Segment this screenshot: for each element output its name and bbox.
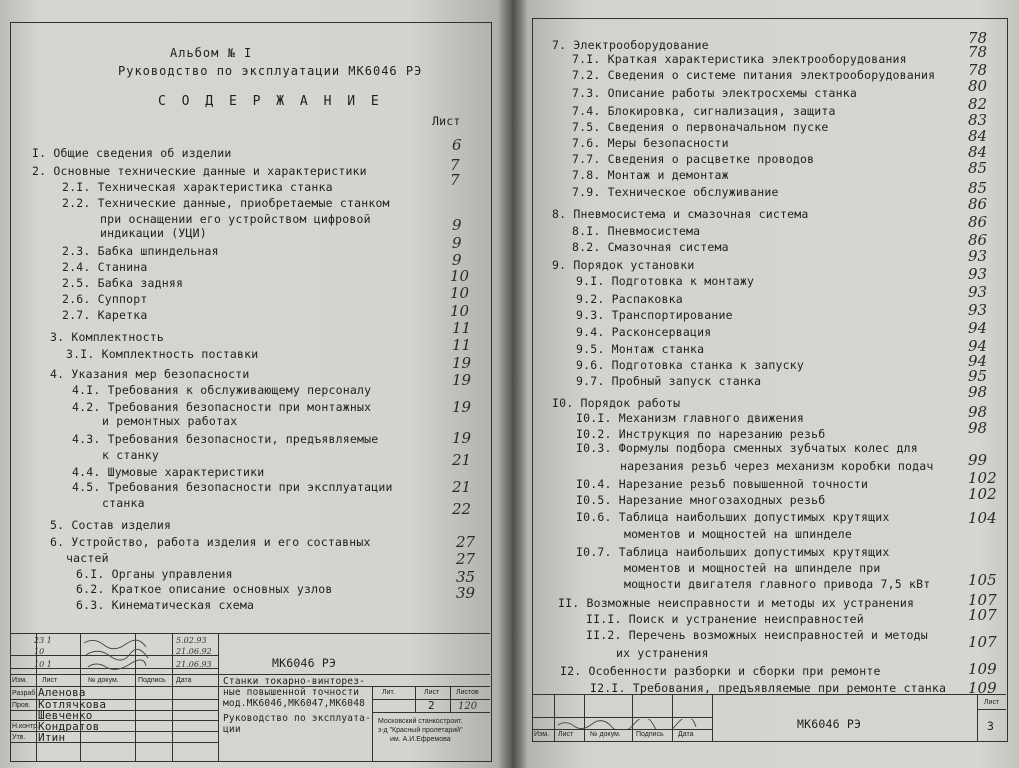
contents-entry: 2.I. Техническая характеристика станка	[62, 180, 333, 194]
contents-page-number: 19	[452, 371, 472, 389]
contents-page-number: 21	[452, 451, 472, 469]
contents-entry: моментов и мощностей на шпинделе при	[624, 561, 881, 575]
product-line-2: ные повышенной точности	[223, 687, 360, 698]
contents-page-number: 27	[456, 533, 476, 551]
contents-page-number: 107	[968, 606, 997, 624]
contents-page-number: 86	[968, 231, 988, 249]
contents-page-number: 86	[968, 195, 988, 213]
contents-page-number: 109	[968, 679, 997, 697]
name-approved: Итин	[38, 731, 66, 744]
revision-mark-3: 10 1	[34, 660, 52, 669]
label-date: Дата	[176, 677, 192, 684]
contents-page-number: 7	[450, 156, 460, 174]
contents-entry: к станку	[102, 448, 159, 462]
contents-page-number: 95	[968, 367, 988, 385]
org-line-1: Московский станкостроит.	[378, 718, 463, 725]
contents-entry: 7.2. Сведения о системе питания электрооборудования	[572, 68, 936, 82]
contents-entry: 8.I. Пневмосистема	[572, 224, 701, 238]
contents-page-number: 78	[968, 43, 988, 61]
contents-page-number: 98	[968, 419, 988, 437]
right-signature-scribbles	[556, 719, 710, 729]
contents-entry: 9.7. Пробный запуск станка	[576, 374, 762, 388]
contents-entry: II.2. Перечень возможных неисправностей и методы	[586, 628, 928, 642]
contents-entry: I0.I. Механизм главного движения	[576, 411, 804, 425]
contents-page-number: 78	[968, 61, 988, 79]
name-third: Шевченко	[38, 709, 93, 722]
contents-entry: I2.I. Требования, предъявляемые при ремонте станка	[590, 681, 947, 695]
contents-page-number: 6	[452, 136, 462, 154]
document-subtitle: Руководство по эксплуатации МК6046 РЭ	[118, 64, 423, 78]
contents-entry: 8.2. Смазочная система	[572, 240, 729, 254]
contents-page-number: 35	[456, 568, 476, 586]
contents-entry: II.I. Поиск и устранение неисправностей	[586, 612, 864, 626]
right-label-date: Дата	[678, 731, 694, 738]
contents-page-number: 107	[968, 591, 997, 609]
contents-entry: 3.I. Комплектность поставки	[66, 347, 259, 361]
contents-entry: I0.2. Инструкция по нарезанию резьб	[576, 427, 826, 441]
contents-entry: мощности двигателя главного привода 7,5 кВт	[624, 577, 931, 591]
contents-entry: 9.5. Монтаж станка	[576, 342, 705, 356]
contents-page-number: 104	[968, 509, 997, 527]
sheet-number: 2	[428, 699, 435, 712]
contents-page-number: 11	[452, 336, 472, 354]
label-doc-no: № докум.	[88, 677, 119, 684]
revision-mark-1: 23 1	[34, 636, 52, 645]
contents-page-number: 82	[968, 95, 988, 113]
contents-entry: 2.5. Бабка задняя	[62, 276, 184, 290]
contents-page-number: 94	[968, 352, 988, 370]
contents-page-number: 11	[452, 319, 472, 337]
product-line-5: ции	[223, 724, 241, 735]
contents-entry: I0.4. Нарезание резьб повышенной точности	[576, 477, 869, 491]
album-title: Альбом № I	[170, 46, 253, 60]
contents-entry: 4.5. Требования безопасности при эксплуатации	[72, 480, 393, 494]
contents-entry: 6.I. Органы управления	[76, 567, 233, 581]
contents-entry: при оснащении его устройством цифровой	[100, 212, 371, 226]
contents-page-number: 19	[452, 354, 472, 372]
contents-page-number: 107	[968, 633, 997, 651]
contents-entry: 7.3. Описание работы электросхемы станка	[572, 86, 857, 100]
contents-entry: индикации (УЦИ)	[100, 226, 207, 240]
contents-page-number: 21	[452, 478, 472, 496]
right-doc-code: МК6046 РЭ	[797, 717, 862, 731]
contents-entry: 2.2. Технические данные, приобретаемые станком	[62, 196, 390, 210]
product-line-3: мод.МК6046,МК6047,МК6048	[223, 698, 366, 709]
contents-page-number: 9	[452, 234, 462, 252]
contents-page-number: 93	[968, 301, 988, 319]
right-label-sheet: Лист	[558, 731, 574, 738]
contents-entry: I0.5. Нарезание многозаходных резьб	[576, 493, 826, 507]
contents-page-number: 39	[456, 584, 476, 602]
revision-date-2: 21.06.92	[176, 647, 212, 656]
role-checker: Пров.	[12, 702, 31, 709]
contents-title: С О Д Е Р Ж А Н И Е	[158, 94, 383, 109]
contents-entry: 4.4. Шумовые характеристики	[72, 465, 265, 479]
name-checker: Котлячкова	[38, 698, 107, 711]
contents-entry: I0. Порядок работы	[552, 396, 681, 410]
contents-entry: 4.2. Требования безопасности при монтажных	[72, 400, 372, 414]
contents-page-number: 93	[968, 247, 988, 265]
contents-page-number: 93	[968, 283, 988, 301]
contents-page-number: 27	[456, 550, 476, 568]
contents-entry: 3. Комплектность	[50, 330, 164, 344]
role-norm-control: Н.контр.	[12, 723, 39, 730]
right-sheet-number: 3	[987, 719, 995, 733]
contents-entry: 6.3. Кинематическая схема	[76, 598, 255, 612]
contents-entry: их устранения	[616, 646, 709, 660]
contents-entry: 4.3. Требования безопасности, предъявляемые	[72, 432, 379, 446]
contents-page-number: 9	[452, 251, 462, 269]
label-sheet: Лист	[42, 677, 58, 684]
sheets-total: 120	[458, 701, 478, 712]
contents-page-number: 94	[968, 319, 988, 337]
contents-page-number: 9	[452, 216, 462, 234]
contents-entry: 7.9. Техническое обслуживание	[572, 185, 779, 199]
contents-entry: моментов и мощностей на шпинделе	[624, 527, 852, 541]
contents-page-number: 93	[968, 265, 988, 283]
contents-page-number: 19	[452, 398, 472, 416]
contents-entry: 4. Указания мер безопасности	[50, 367, 250, 381]
contents-entry: 2. Основные технические данные и характеристики	[32, 164, 367, 178]
contents-entry: частей	[66, 551, 109, 565]
label-lit: Лит.	[382, 689, 395, 696]
contents-page-number: 109	[968, 660, 997, 678]
contents-entry: 9.6. Подготовка станка к запуску	[576, 358, 804, 372]
contents-page-number: 102	[968, 469, 997, 487]
right-label-signature: Подпись	[636, 731, 664, 738]
contents-entry: 9.4. Расконсервация	[576, 325, 712, 339]
contents-page-number: 86	[968, 213, 988, 231]
org-line-3: им. А.И.Ефремова	[390, 736, 451, 743]
contents-entry: II. Возможные неисправности и методы их устранения	[558, 596, 915, 610]
label-change: Изм.	[12, 677, 27, 684]
right-sheet-label: Лист	[984, 699, 1000, 706]
contents-entry: 8. Пневмосистема и смазочная система	[552, 207, 809, 221]
contents-entry: I0.6. Таблица наибольших допустимых крутящих	[576, 510, 890, 524]
contents-page-number: 10	[450, 302, 470, 320]
contents-entry: 5. Состав изделия	[50, 518, 172, 532]
label-sheet-no: Лист	[424, 689, 440, 696]
contents-entry: 6. Устройство, работа изделия и его составных	[50, 535, 371, 549]
contents-page-number: 105	[968, 571, 997, 589]
contents-entry: 7.I. Краткая характеристика электрооборудования	[572, 52, 907, 66]
contents-entry: 2.3. Бабка шпиндельная	[62, 244, 219, 258]
contents-page-number: 78	[968, 29, 988, 47]
contents-entry: 9.3. Транспортирование	[576, 308, 733, 322]
signature-scribbles	[82, 635, 172, 673]
label-signature: Подпись	[138, 677, 166, 684]
label-sheets: Листов	[456, 689, 479, 696]
contents-entry: 2.6. Суппорт	[62, 292, 148, 306]
role-developer: Разраб.	[12, 690, 38, 697]
right-page	[512, 0, 1019, 768]
name-norm-control: Кондратов	[38, 720, 100, 733]
contents-entry: I. Общие сведения об изделии	[32, 146, 232, 160]
sheet-column-header: Лист	[432, 114, 461, 128]
product-line-4: Руководство по эксплуата-	[223, 713, 371, 724]
contents-entry: 7.5. Сведения о первоначальном пуске	[572, 120, 829, 134]
right-label-doc-no: № докум.	[590, 731, 621, 738]
left-title-block	[10, 633, 490, 761]
contents-page-number: 83	[968, 111, 988, 129]
book-gutter	[498, 0, 528, 768]
contents-entry: I2. Особенности разборки и сборки при ремонте	[560, 664, 881, 678]
contents-entry: 9. Порядок установки	[552, 258, 695, 272]
contents-entry: и ремонтных работах	[102, 414, 238, 428]
contents-entry: 9.I. Подготовка к монтажу	[576, 274, 755, 288]
org-line-2: з-д "Красный пролетарий"	[378, 727, 463, 734]
contents-page-number: 85	[968, 159, 988, 177]
contents-entry: станка	[102, 496, 145, 510]
contents-page-number: 7	[450, 171, 460, 189]
contents-page-number: 84	[968, 127, 988, 145]
revision-date-1: 5.02.93	[176, 636, 207, 645]
contents-page-number: 10	[450, 284, 470, 302]
name-developer: Аленова	[38, 686, 86, 699]
revision-mark-2: 10	[34, 647, 45, 656]
contents-page-number: 85	[968, 179, 988, 197]
contents-entry: 2.4. Станина	[62, 260, 148, 274]
contents-entry: нарезания резьб через механизм коробки подач	[620, 459, 934, 473]
contents-page-number: 10	[450, 267, 470, 285]
contents-page-number: 98	[968, 403, 988, 421]
contents-entry: 6.2. Краткое описание основных узлов	[76, 582, 333, 596]
contents-page-number: 19	[452, 429, 472, 447]
right-label-change: Изм.	[534, 731, 549, 738]
role-approved: Утв.	[12, 734, 26, 741]
contents-entry: 7.4. Блокировка, сигнализация, защита	[572, 104, 836, 118]
contents-entry: I0.7. Таблица наибольших допустимых крутящих	[576, 545, 890, 559]
contents-entry: 7.7. Сведения о расцветке проводов	[572, 152, 815, 166]
contents-page-number: 94	[968, 337, 988, 355]
contents-entry: 4.I. Требования к обслуживающему персоналу	[72, 383, 372, 397]
contents-entry: 2.7. Каретка	[62, 308, 148, 322]
contents-page-number: 99	[968, 451, 988, 469]
contents-page-number: 98	[968, 383, 988, 401]
contents-entry: I0.3. Формулы подбора сменных зубчатых колес для	[576, 441, 918, 455]
left-doc-code: МК6046 РЭ	[272, 656, 337, 670]
contents-entry: 7.8. Монтаж и демонтаж	[572, 168, 729, 182]
contents-entry: 7.6. Меры безопасности	[572, 136, 729, 150]
contents-page-number: 80	[968, 77, 988, 95]
contents-page-number: 102	[968, 485, 997, 503]
contents-entry: 7. Электрооборудование	[552, 38, 709, 52]
contents-entry: 9.2. Распаковка	[576, 292, 683, 306]
right-title-block	[532, 694, 1006, 741]
product-line-1: Станки токарно-винторез-	[223, 676, 366, 687]
revision-date-3: 21.06.93	[176, 660, 212, 669]
contents-page-number: 22	[452, 500, 472, 518]
contents-page-number: 84	[968, 143, 988, 161]
